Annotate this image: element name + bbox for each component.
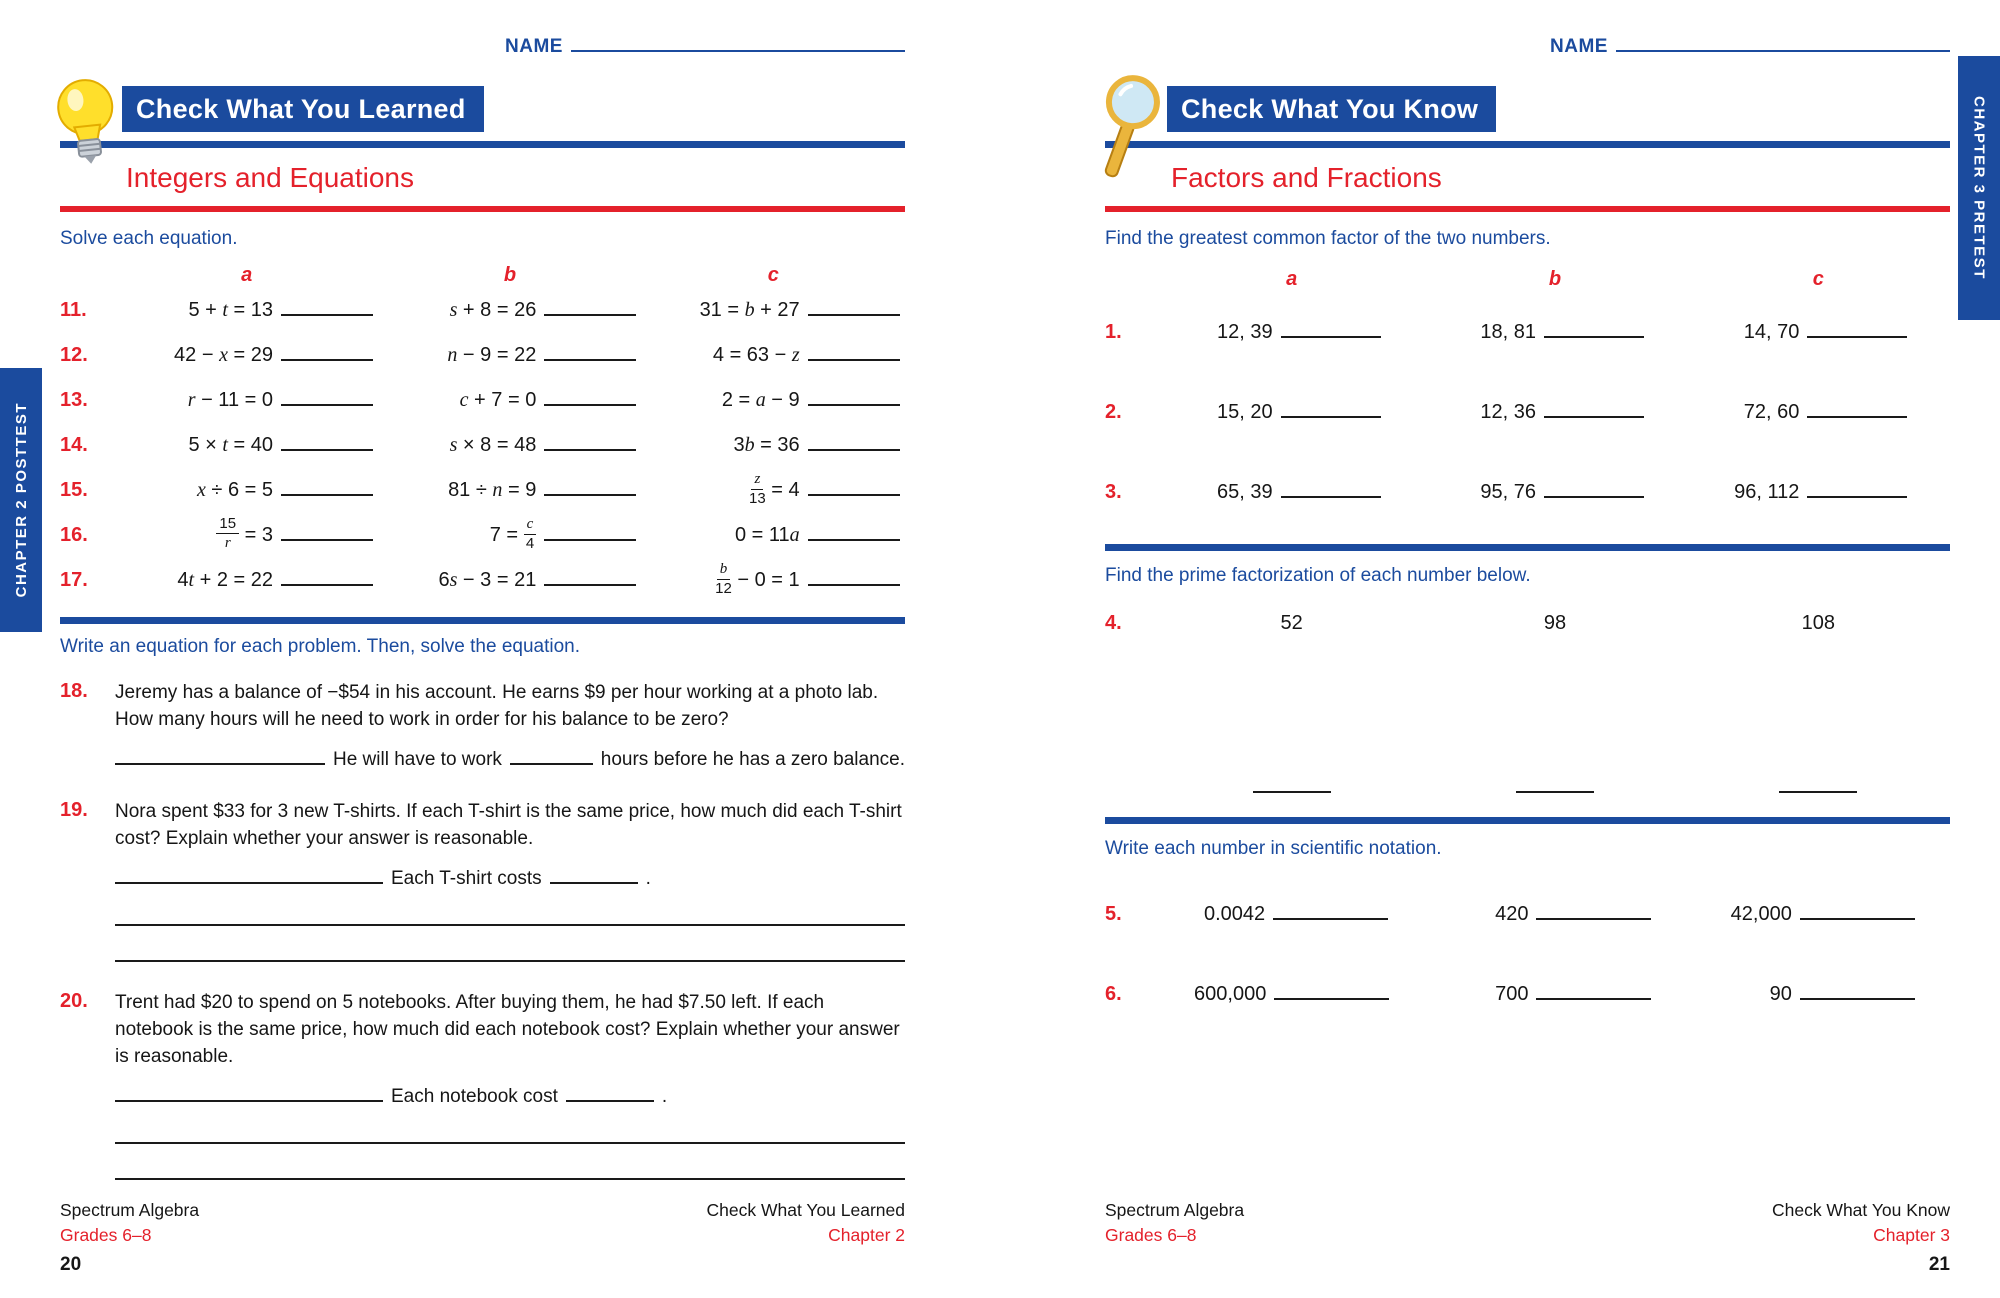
answer-blank[interactable] — [1807, 496, 1907, 498]
number: 600,000 — [1194, 982, 1267, 1005]
problem-number: 16. — [60, 524, 88, 546]
problem-number: 3. — [1105, 480, 1122, 503]
column-header-c: c — [1812, 268, 1824, 290]
writing-line[interactable] — [115, 926, 905, 962]
page-right — [1000, 0, 2000, 1298]
page-subtitle: Factors and Fractions — [1171, 162, 1442, 193]
problem-number: 1. — [1105, 320, 1122, 343]
answer-text: . — [645, 868, 651, 890]
answer-blank[interactable] — [1281, 416, 1381, 418]
chapter-3-pretest-tab — [1958, 56, 2000, 320]
banner-title: Check What You Learned — [122, 86, 484, 132]
answer-blank[interactable] — [281, 314, 373, 316]
page-footer — [1105, 1200, 1950, 1276]
answer-blank[interactable] — [544, 494, 636, 496]
page-footer — [60, 1200, 905, 1276]
equation: c + 7 = 0 — [459, 389, 537, 411]
problem-number: 13. — [60, 389, 88, 411]
equation: 3b = 36 — [733, 434, 800, 456]
number-pair: 12, 36 — [1480, 400, 1536, 423]
equation: 0 = 11a — [734, 524, 800, 546]
answer-blank[interactable] — [281, 494, 373, 496]
answer-text: hours before he has a zero balance. — [600, 749, 905, 771]
footer-section: Check What You Know — [1771, 1200, 1950, 1220]
page-subtitle: Integers and Equations — [126, 162, 414, 193]
equation: n − 9 = 22 — [447, 344, 537, 366]
answer-blank[interactable] — [544, 449, 636, 451]
column-header-row — [60, 264, 905, 288]
footer-series: Spectrum Algebra — [1105, 1200, 1245, 1220]
answer-line — [115, 868, 905, 890]
problem-number: 12. — [60, 344, 88, 366]
footer-left — [1105, 1200, 1244, 1246]
equation: 2 = a − 9 — [721, 389, 800, 411]
page-number: 21 — [1928, 1254, 1950, 1275]
section-instruction: Find the prime factorization of each number below. — [1105, 565, 1531, 586]
answer-blank[interactable] — [1253, 791, 1331, 793]
equation-row — [60, 468, 905, 513]
equation: s + 8 = 26 — [449, 299, 537, 321]
footer-grades: Grades 6–8 — [1105, 1225, 1197, 1245]
answer-line — [115, 749, 905, 771]
footer-left — [60, 1200, 199, 1276]
answer-blank[interactable] — [808, 584, 900, 586]
answer-blank[interactable] — [1779, 791, 1857, 793]
answer-blank[interactable] — [1544, 496, 1644, 498]
column-header-b: b — [1548, 268, 1562, 290]
blue-divider — [1105, 817, 1950, 824]
column-header-c: c — [767, 264, 779, 286]
equation: 4 = 63 − z — [712, 344, 800, 366]
footer-chapter: Chapter 3 — [1873, 1225, 1950, 1245]
footer-grades: Grades 6–8 — [60, 1225, 152, 1245]
answer-blank[interactable] — [281, 404, 373, 406]
answer-blank[interactable] — [281, 539, 373, 541]
column-header-row — [1105, 268, 1950, 292]
answer-blank[interactable] — [115, 763, 325, 765]
equation: 5 + t = 13 — [188, 299, 273, 321]
answer-blank[interactable] — [1800, 918, 1915, 920]
problem-number: 19. — [60, 799, 88, 822]
problem-number: 17. — [60, 569, 88, 591]
answer-blank[interactable] — [544, 539, 636, 541]
answer-blank[interactable] — [808, 449, 900, 451]
answer-text: Each T-shirt costs — [391, 868, 542, 890]
equation-row — [60, 558, 905, 603]
equation: s × 8 = 48 — [449, 434, 537, 456]
answer-blank[interactable] — [281, 449, 373, 451]
problem-number: 4. — [1105, 611, 1122, 634]
problem-number: 20. — [60, 990, 88, 1013]
gcf-row — [1105, 452, 1950, 532]
number: 0.0042 — [1203, 902, 1266, 925]
gcf-grid — [1105, 292, 1950, 532]
name-label: NAME — [1550, 36, 1608, 57]
blue-divider — [1105, 141, 1950, 148]
number-pair: 12, 39 — [1217, 320, 1273, 343]
problem-text: Nora spent $33 for 3 new T-shirts. If each T-shirt is the same price, how much did each T-shirt cost? Explain whether your answer is reasonable. — [115, 801, 902, 849]
banner-row — [1105, 86, 1950, 132]
number: 108 — [1801, 611, 1836, 634]
name-field[interactable] — [1616, 50, 1950, 52]
answer-blank[interactable] — [510, 763, 593, 765]
equation: 7 = $\frac{c}{4}$ — [378, 518, 536, 554]
answer-blank[interactable] — [1544, 416, 1644, 418]
writing-line[interactable] — [115, 1108, 905, 1144]
answer-blank[interactable] — [808, 539, 900, 541]
problem-number: 5. — [1105, 902, 1122, 925]
writing-line[interactable] — [115, 890, 905, 926]
equation: $\frac{15}{r}$ = 3 — [115, 518, 273, 554]
red-divider — [1105, 206, 1950, 212]
work-space[interactable] — [1105, 643, 1950, 763]
footer-chapter: Chapter 2 — [828, 1225, 905, 1245]
number-pair: 72, 60 — [1743, 400, 1800, 423]
footer-series: Spectrum Algebra — [60, 1200, 200, 1220]
answer-blank[interactable] — [808, 404, 900, 406]
section-instruction: Find the greatest common factor of the two numbers. — [1105, 228, 1551, 249]
answer-blank[interactable] — [1516, 791, 1594, 793]
number: 42,000 — [1730, 902, 1792, 925]
word-problem — [60, 799, 905, 962]
column-header-a: a — [1286, 268, 1298, 290]
answer-blank[interactable] — [544, 314, 636, 316]
name-field[interactable] — [571, 50, 905, 52]
number-pair: 96, 112 — [1734, 480, 1800, 503]
answer-blank[interactable] — [1536, 998, 1651, 1000]
red-divider — [60, 206, 905, 212]
answer-blank[interactable] — [1281, 336, 1381, 338]
footer-right — [1772, 1200, 1950, 1276]
equation-row — [60, 378, 905, 423]
equation-row — [60, 423, 905, 468]
number-pair: 18, 81 — [1480, 320, 1536, 343]
writing-line[interactable] — [115, 1144, 905, 1180]
column-header-a: a — [241, 264, 253, 286]
section-instruction: Solve each equation. — [60, 228, 238, 249]
problem-number: 2. — [1105, 400, 1122, 423]
answer-line — [115, 1086, 905, 1108]
equation: 6s − 3 = 21 — [438, 569, 537, 591]
equation: 42 − x = 29 — [174, 344, 273, 366]
page-number: 20 — [60, 1254, 82, 1275]
answer-blank[interactable] — [566, 1100, 654, 1102]
gcf-row — [1105, 292, 1950, 372]
problem-number: 15. — [60, 479, 88, 501]
number-pair: 15, 20 — [1217, 400, 1273, 423]
answer-blank[interactable] — [1800, 998, 1915, 1000]
problem-text: Trent had $20 to spend on 5 notebooks. After buying them, he had $7.50 left. If each notebook is the same price, how much did each notebook cost? Explain whether your answer is reasonable. — [115, 992, 900, 1067]
answer-blank[interactable] — [1544, 336, 1644, 338]
problem-number: 18. — [60, 680, 88, 702]
word-problem — [60, 990, 905, 1180]
footer-section: Check What You Learned — [706, 1200, 905, 1220]
name-label: NAME — [505, 36, 563, 57]
tab-label: CHAPTER 2 POSTTEST — [12, 402, 30, 598]
equation: $\frac{z}{13}$ = 4 — [749, 470, 800, 507]
equation: r − 11 = 0 — [187, 389, 273, 411]
equation-grid — [60, 288, 905, 603]
header-spacer — [1105, 268, 1160, 292]
blue-divider — [60, 617, 905, 624]
problem-number: 14. — [60, 434, 88, 456]
banner-title: Check What You Know — [1167, 86, 1496, 132]
answer-blank[interactable] — [1807, 336, 1907, 338]
blue-divider — [60, 141, 905, 148]
section-instruction: Write each number in scientific notation. — [1105, 838, 1442, 859]
answer-text: . — [661, 1086, 668, 1108]
equation: 5 × t = 40 — [188, 434, 273, 456]
answer-blank[interactable] — [1536, 918, 1651, 920]
blue-divider — [1105, 544, 1950, 551]
equation: 81 ÷ n = 9 — [448, 479, 537, 501]
number: 700 — [1495, 982, 1529, 1005]
prime-answer-row — [1105, 763, 1950, 793]
problem-text: Jeremy has a balance of −$54 in his account. He earns $9 per hour working at a photo lab. How many hours will he need to work in order for his balance to be zero? — [115, 682, 879, 730]
answer-blank[interactable] — [808, 314, 900, 316]
column-header-b: b — [503, 264, 517, 286]
answer-blank[interactable] — [115, 882, 383, 884]
name-row — [1105, 36, 1950, 60]
number: 52 — [1280, 611, 1303, 634]
answer-text: Each notebook cost — [391, 1086, 558, 1108]
magnifying-glass-icon — [1097, 72, 1163, 193]
equation-row — [60, 513, 905, 558]
number: 90 — [1769, 982, 1792, 1005]
answer-blank[interactable] — [1274, 998, 1389, 1000]
banner-row — [60, 86, 905, 132]
section-instruction: Write an equation for each problem. Then, solve the equation. — [60, 636, 581, 657]
number: 420 — [1495, 902, 1529, 925]
answer-blank[interactable] — [550, 882, 638, 884]
number: 98 — [1543, 611, 1567, 634]
prime-factorization-row — [1105, 603, 1950, 643]
answer-blank[interactable] — [1807, 416, 1907, 418]
number-pair: 95, 76 — [1480, 480, 1536, 503]
answer-blank[interactable] — [1281, 496, 1381, 498]
word-problem — [60, 680, 905, 771]
problem-number: 6. — [1105, 982, 1122, 1005]
sci-row — [1105, 954, 1950, 1034]
header-spacer — [60, 264, 115, 288]
lightbulb-icon — [52, 72, 122, 181]
equation: 4t + 2 = 22 — [177, 569, 273, 591]
answer-blank[interactable] — [544, 359, 636, 361]
equation-row — [60, 333, 905, 378]
problem-number: 11. — [60, 299, 87, 321]
footer-right — [707, 1200, 905, 1246]
equation: 31 = b + 27 — [699, 299, 800, 321]
answer-text: He will have to work — [332, 749, 502, 771]
answer-blank[interactable] — [281, 359, 373, 361]
sci-row — [1105, 874, 1950, 954]
number-pair: 65, 39 — [1217, 480, 1273, 503]
scientific-notation-grid — [1105, 874, 1950, 1034]
gcf-row — [1105, 372, 1950, 452]
answer-blank[interactable] — [1273, 918, 1388, 920]
equation: x ÷ 6 = 5 — [196, 479, 273, 501]
equation: $\frac{b}{12}$ − 0 = 1 — [715, 560, 800, 597]
name-row — [60, 36, 905, 60]
answer-blank[interactable] — [115, 1100, 383, 1102]
tab-label: CHAPTER 3 PRETEST — [1970, 96, 1988, 280]
answer-blank[interactable] — [544, 584, 636, 586]
answer-blank[interactable] — [808, 359, 900, 361]
answer-blank[interactable] — [544, 404, 636, 406]
number-pair: 14, 70 — [1743, 320, 1800, 343]
answer-blank[interactable] — [808, 494, 900, 496]
chapter-2-posttest-tab — [0, 368, 42, 632]
answer-blank[interactable] — [281, 584, 373, 586]
equation-row — [60, 288, 905, 333]
